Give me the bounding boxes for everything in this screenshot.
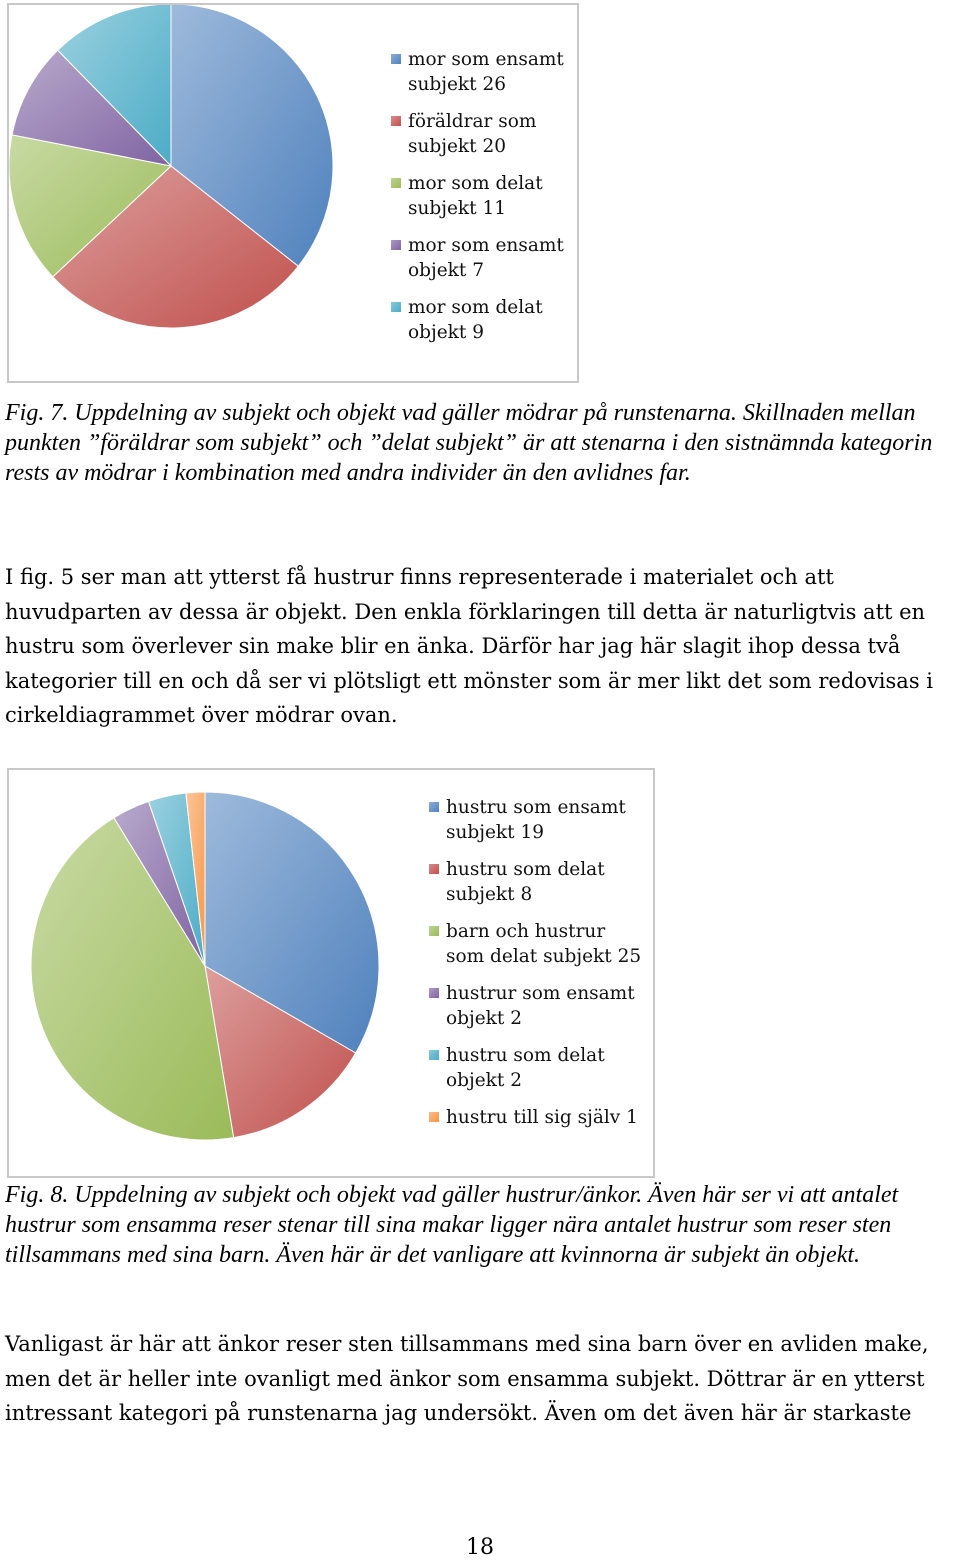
- wives-legend-label-1: hustru som delat subjekt 8: [446, 859, 605, 905]
- mothers-legend-item-3: [391, 233, 576, 283]
- mothers-legend-label-4: mor som delat objekt 9: [408, 297, 543, 343]
- wives-legend-item-3: [429, 981, 649, 1031]
- pie-chart-mothers-legend: [391, 47, 576, 357]
- wives-legend-item-1: [429, 857, 649, 907]
- wives-legend-swatch-2: [429, 926, 439, 936]
- figure-8-caption: Fig. 8. Uppdelning av subjekt och objekt vad gäller hustrur/änkor. Även här ser vi att antalet hustrur som ensamma reser stenar till sina makar ligger nära antalet hustrur som reser sten tillsammans med sina barn. Även här är det vanligare att kvinnorna är subjekt än objekt.: [5, 1182, 899, 1268]
- wives-legend-label-0: hustru som ensamt subjekt 19: [446, 797, 626, 843]
- mothers-legend-item-1: [391, 109, 576, 159]
- wives-legend-label-4: hustru som delat objekt 2: [446, 1045, 605, 1091]
- body-paragraph-1: I fig. 5 ser man att ytterst få hustrur finns representerade i materialet och att huvudparten av dessa är objekt. Den enkla förklaringen till detta är naturligtvis att en hustru som överlever sin make blir en änka. Därför har jag här slagit ihop dessa två kategorier till en och då ser vi plötsligt ett mönster som är mer likt det som redovisas i cirkeldiagrammet över mödrar ovan.: [5, 565, 933, 727]
- mothers-legend-item-2: [391, 171, 576, 221]
- mothers-legend-label-0: mor som ensamt subjekt 26: [408, 49, 564, 95]
- pie-chart-mothers: [7, 3, 579, 383]
- wives-legend-label-3: hustrur som ensamt objekt 2: [446, 983, 635, 1029]
- pie-chart-wives-legend: [429, 795, 649, 1142]
- wives-legend-swatch-5: [429, 1112, 439, 1122]
- mothers-legend-label-1: föräldrar som subjekt 20: [408, 111, 537, 157]
- mothers-legend-label-3: mor som ensamt objekt 7: [408, 235, 564, 281]
- wives-legend-item-5: [429, 1105, 649, 1130]
- wives-legend-item-4: [429, 1043, 649, 1093]
- wives-legend-swatch-4: [429, 1050, 439, 1060]
- wives-legend-swatch-0: [429, 802, 439, 812]
- page-number: 18: [466, 1535, 494, 1560]
- wives-legend-swatch-3: [429, 988, 439, 998]
- wives-legend-swatch-1: [429, 864, 439, 874]
- pie-chart-wives: [7, 768, 655, 1178]
- mothers-legend-item-4: [391, 295, 576, 345]
- wives-legend-label-2: barn och hustrur som delat subjekt 25: [446, 921, 642, 967]
- wives-legend-item-0: [429, 795, 649, 845]
- wives-legend-item-2: [429, 919, 649, 969]
- mothers-legend-swatch-1: [391, 116, 401, 126]
- figure-7-caption: Fig. 7. Uppdelning av subjekt och objekt vad gäller mödrar på runstenarna. Skillnaden mellan punkten ”föräldrar som subjekt” och ”delat subjekt” är att stenarna i den sistnämnda kategorin rests av mödrar i kombination med andra individer än den avlidnes far.: [5, 400, 933, 486]
- body-paragraph-2: Vanligast är här att änkor reser sten tillsammans med sina barn över en avliden make, men det är heller inte ovanligt med änkor som ensamma subjekt. Döttrar är en ytterst intressant kategori på runstenarna jag undersökt. Även om det även här är starkaste: [5, 1332, 929, 1425]
- mothers-legend-item-0: [391, 47, 576, 97]
- mothers-legend-swatch-2: [391, 178, 401, 188]
- wives-legend-label-5: hustru till sig själv 1: [446, 1107, 638, 1128]
- mothers-legend-swatch-3: [391, 240, 401, 250]
- mothers-legend-label-2: mor som delat subjekt 11: [408, 173, 543, 219]
- mothers-legend-swatch-0: [391, 54, 401, 64]
- mothers-legend-swatch-4: [391, 302, 401, 312]
